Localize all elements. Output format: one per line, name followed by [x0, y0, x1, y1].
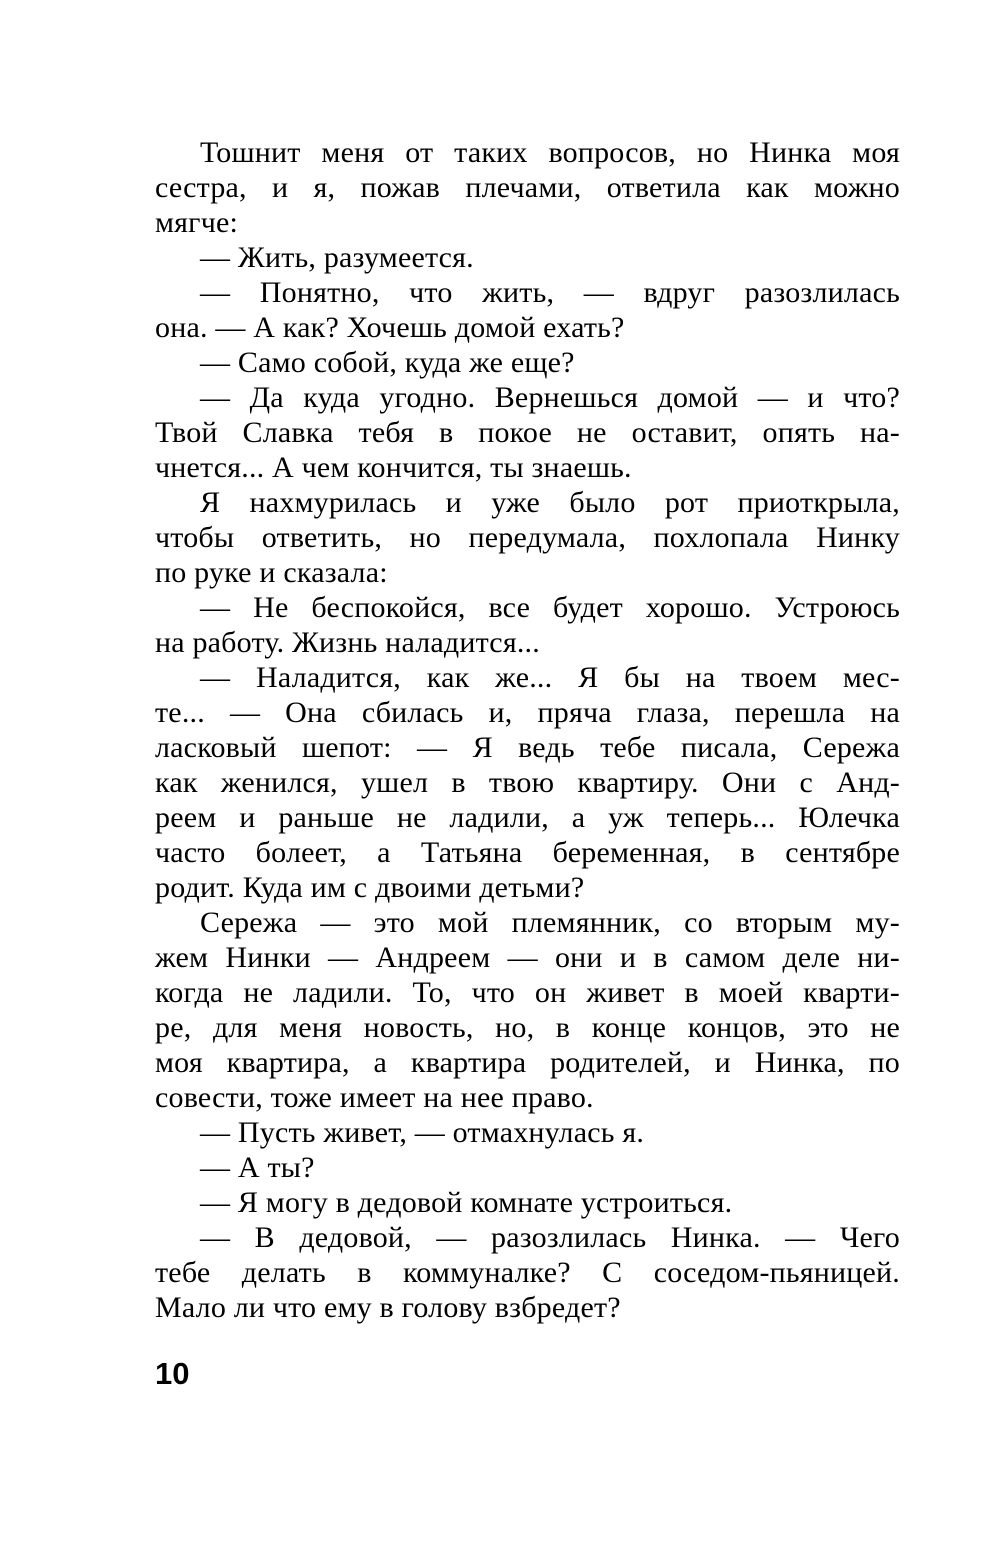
text-line: сестра, и я, пожав плечами, ответила как можно	[155, 171, 900, 204]
text-line: Твой Славка тебя в покое не оставит, опять на-	[155, 416, 900, 449]
paragraph	[155, 1115, 900, 1150]
paragraph	[155, 240, 900, 275]
text-line: когда не ладили. То, что он живет в моей кварти-	[155, 976, 900, 1009]
text-line: — Не беспокойся, все будет хорошо. Устроюсь	[200, 591, 900, 624]
text-line: она. — А как? Хочешь домой ехать?	[155, 311, 625, 344]
text-line: — В дедовой, — разозлилась Нинка. — Чего	[200, 1221, 900, 1254]
paragraph	[155, 345, 900, 380]
paragraph	[155, 1150, 900, 1185]
text-line: Тошнит меня от таких вопросов, но Нинка моя	[200, 136, 900, 169]
text-line: моя квартира, а квартира родителей, и Нинка, по	[155, 1046, 900, 1079]
paragraph	[155, 380, 900, 485]
text-line: чтобы ответить, но передумала, похлопала Нинку	[155, 521, 900, 554]
page-text-block	[155, 135, 900, 1325]
paragraph	[155, 1185, 900, 1220]
text-line: часто болеет, а Татьяна беременная, в сентябре	[155, 836, 900, 869]
text-line: ре, для меня новость, но, в конце концов, это не	[155, 1011, 900, 1044]
text-line: Сережа — это мой племянник, со вторым му-	[200, 906, 900, 939]
paragraph	[155, 590, 900, 660]
text-line: чнется... А чем кончится, ты знаешь.	[155, 451, 632, 484]
page-number: 10	[155, 1356, 190, 1391]
text-line: — А ты?	[200, 1151, 315, 1184]
text-line: как женился, ушел в твою квартиру. Они с Анд-	[155, 766, 900, 799]
text-line: тебе делать в коммуналке? С соседом-пьяницей.	[155, 1256, 900, 1289]
text-line: на работу. Жизнь наладится...	[155, 626, 540, 659]
text-line: совести, тоже имеет на нее право.	[155, 1081, 594, 1114]
text-line: Мало ли что ему в голову взбредет?	[155, 1291, 621, 1324]
paragraph	[155, 485, 900, 590]
text-line: ласковый шепот: — Я ведь тебе писала, Сережа	[155, 731, 900, 764]
text-line: по руке и сказала:	[155, 556, 388, 589]
text-line: — Я могу в дедовой комнате устроиться.	[200, 1186, 733, 1219]
text-line: — Да куда угодно. Вернешься домой — и что?	[200, 381, 900, 414]
paragraph	[155, 660, 900, 905]
paragraph	[155, 135, 900, 240]
text-line: мягче:	[155, 206, 239, 239]
text-line: родит. Куда им с двоими детьми?	[155, 871, 585, 904]
paragraph	[155, 905, 900, 1115]
text-line: — Жить, разумеется.	[200, 241, 474, 274]
paragraph	[155, 1220, 900, 1325]
text-line: Я нахмурилась и уже было рот приоткрыла,	[200, 486, 900, 519]
paragraph	[155, 275, 900, 345]
text-line: — Пусть живет, — отмахнулась я.	[200, 1116, 645, 1149]
text-line: те... — Она сбилась и, пряча глаза, перешла на	[155, 696, 900, 729]
text-line: — Наладится, как же... Я бы на твоем мес-	[200, 661, 900, 694]
text-line: — Понятно, что жить, — вдруг разозлилась	[200, 276, 900, 309]
text-line: реем и раньше не ладили, а уж теперь... Юлечка	[155, 801, 900, 834]
text-line: — Само собой, куда же еще?	[200, 346, 575, 379]
text-line: жем Нинки — Андреем — они и в самом деле ни-	[155, 941, 900, 974]
